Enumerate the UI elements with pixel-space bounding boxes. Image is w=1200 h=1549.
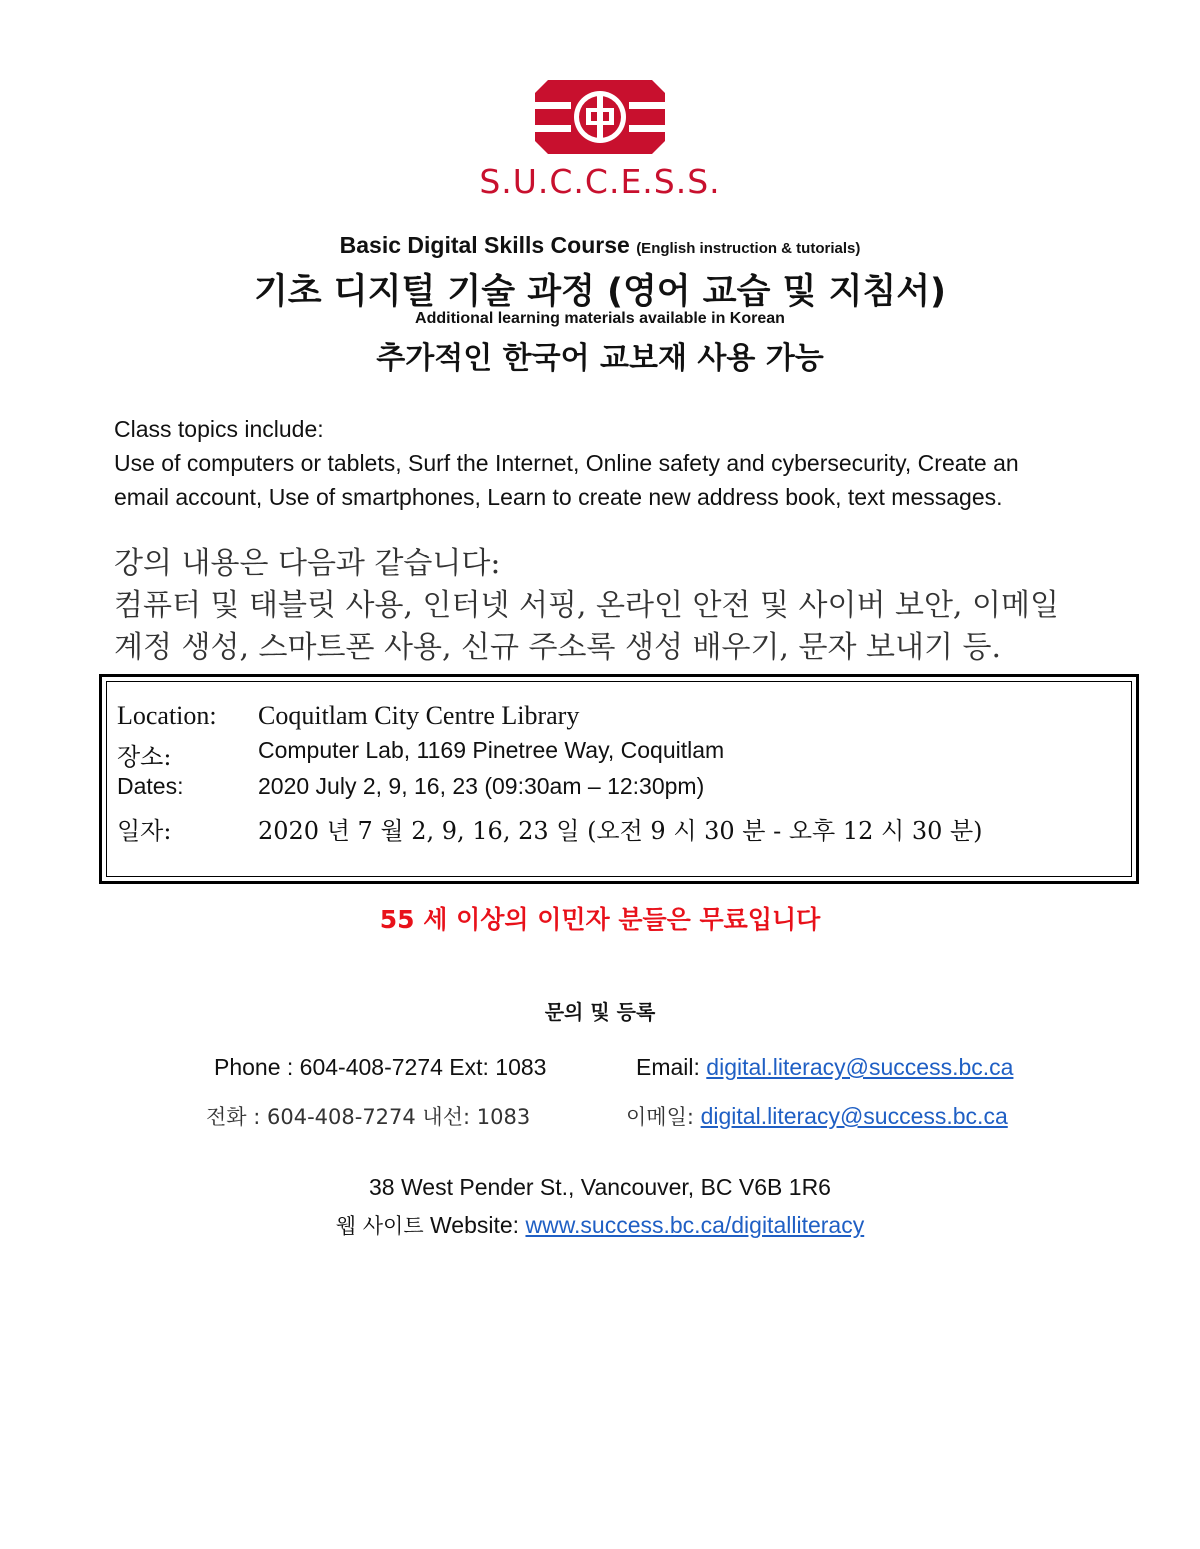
subtitle-en: Additional learning materials available in Korean xyxy=(415,310,785,327)
topics-heading-ko: 강의 내용은 다음과 같습니다: xyxy=(114,546,501,581)
course-title: Basic Digital Skills Course xyxy=(339,232,630,258)
website-link[interactable]: www.success.bc.ca/digitalliteracy xyxy=(525,1212,865,1238)
course-title-en xyxy=(0,232,1200,259)
course-title-ko: 기초 디지털 기술 과정 (영어 교습 및 지침서) xyxy=(253,272,947,312)
dates-value-ko: 2020 년 7 월 2, 9, 16, 23 일 (오전 9 시 30 분 - 오후 12 시 30 분) xyxy=(258,817,983,845)
dates-label: Dates: xyxy=(117,773,184,799)
dates-label-ko: 일자: xyxy=(117,817,172,845)
course-title-note: (English instruction & tutorials) xyxy=(636,240,861,257)
free-notice: 55 세 이상의 이민자 분들은 무료입니다 xyxy=(379,905,821,934)
success-logo xyxy=(0,78,1200,201)
inquiry-heading: 문의 및 등록 xyxy=(544,1000,656,1024)
class-topics-en xyxy=(114,412,1114,514)
location-label: Location: xyxy=(117,701,217,730)
place-label: 장소: xyxy=(117,743,172,771)
phone-ko: 전화 : 604-408-7274 내선: 1083 xyxy=(206,1105,531,1129)
logo-wordmark: S.U.C.C.E.S.S. xyxy=(479,162,721,201)
subtitle-ko: 추가적인 한국어 교보재 사용 가능 xyxy=(376,341,824,376)
topics-line: email account, Use of smartphones, Learn to create new address book, text messages. xyxy=(114,484,1003,510)
email-en xyxy=(636,1054,1013,1081)
topics-line: Use of computers or tablets, Surf the Internet, Online safety and cybersecurity, Create an xyxy=(114,450,1019,476)
email-label: Email: xyxy=(636,1054,707,1080)
email-link[interactable]: digital.literacy@success.bc.ca xyxy=(706,1054,1014,1080)
website-label-ko: 웹 사이트 xyxy=(335,1214,424,1238)
topics-line-ko: 계정 생성, 스마트폰 사용, 신규 주소록 생성 배우기, 문자 보내기 등. xyxy=(114,630,1001,665)
phone-en: Phone : 604-408-7274 Ext: 1083 xyxy=(214,1054,547,1080)
class-topics-ko xyxy=(114,543,1134,669)
address: 38 West Pender St., Vancouver, BC V6B 1R6 xyxy=(369,1174,831,1200)
location-value: Coquitlam City Centre Library xyxy=(258,701,580,730)
place-value: Computer Lab, 1169 Pinetree Way, Coquitlam xyxy=(258,737,725,763)
email-label-ko: 이메일: xyxy=(626,1105,701,1129)
dates-value: 2020 July 2, 9, 16, 23 (09:30am – 12:30pm) xyxy=(258,773,705,799)
email-link-ko[interactable]: digital.literacy@success.bc.ca xyxy=(700,1103,1008,1129)
topics-line-ko: 컴퓨터 및 태블릿 사용, 인터넷 서핑, 온라인 안전 및 사이버 보안, 이메일 xyxy=(114,588,1059,623)
success-logo-icon xyxy=(534,78,666,156)
details-box xyxy=(99,674,1139,884)
website-line xyxy=(0,1210,1200,1240)
email-ko xyxy=(626,1101,1008,1131)
website-label: Website: xyxy=(423,1212,526,1238)
topics-heading: Class topics include: xyxy=(114,416,324,442)
